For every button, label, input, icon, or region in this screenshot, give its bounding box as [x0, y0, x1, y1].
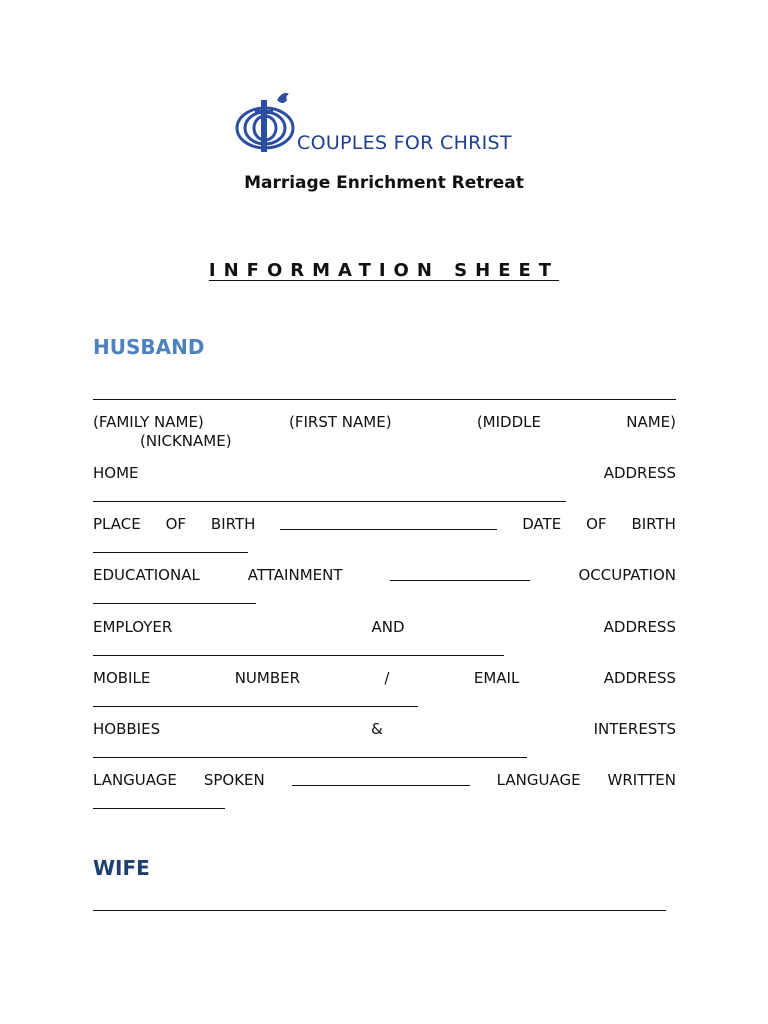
attainment-label: ATTAINMENT [247, 566, 343, 584]
date-label: DATE [522, 515, 562, 533]
birth-label: BIRTH [210, 515, 256, 533]
husband-name-labels [93, 413, 676, 431]
language-label: LANGUAGE [93, 771, 177, 789]
contact-row [93, 669, 676, 687]
address-label: ADDRESS [603, 618, 676, 636]
place-label: PLACE [93, 515, 141, 533]
ampersand-label: & [371, 720, 383, 738]
address-label: ADDRESS [603, 464, 676, 482]
date-of-birth-blank[interactable] [93, 552, 248, 553]
home-address-row [93, 464, 676, 482]
page-title-text: INFORMATION SHEET [208, 260, 560, 281]
employer-row [93, 618, 676, 636]
language-written-blank[interactable] [93, 808, 225, 809]
spoken-label: SPOKEN [203, 771, 265, 789]
husband-name-blank[interactable] [93, 399, 676, 400]
employer-label: EMPLOYER [93, 618, 173, 636]
of-label: OF [586, 515, 607, 533]
occupation-blank[interactable] [93, 603, 256, 604]
language-label: LANGUAGE [496, 771, 581, 789]
mobile-label: MOBILE [93, 669, 151, 687]
home-label: HOME [93, 464, 139, 482]
slash-label: / [384, 669, 390, 687]
wife-section-title: WIFE [93, 856, 150, 880]
educational-attainment-blank[interactable] [390, 579, 530, 581]
educational-label: EDUCATIONAL [93, 566, 200, 584]
name-label: NAME) [626, 413, 676, 431]
written-label: WRITTEN [607, 771, 676, 789]
employer-address-blank[interactable] [93, 655, 504, 656]
birth-label: BIRTH [631, 515, 676, 533]
couples-for-christ-logo-icon [233, 86, 297, 154]
wife-name-blank[interactable] [93, 910, 666, 911]
nickname-label: (NICKNAME) [140, 432, 232, 450]
occupation-label: OCCUPATION [578, 566, 676, 584]
hobbies-interests-blank[interactable] [93, 757, 527, 758]
hobbies-label: HOBBIES [93, 720, 161, 738]
language-spoken-blank[interactable] [292, 784, 470, 786]
husband-section-title: HUSBAND [93, 335, 205, 359]
and-label: AND [371, 618, 405, 636]
page-title [0, 260, 768, 281]
middle-label: (MIDDLE [476, 413, 541, 431]
language-row [93, 771, 676, 789]
education-row [93, 566, 676, 584]
address-label: ADDRESS [603, 669, 676, 687]
interests-label: INTERESTS [593, 720, 676, 738]
number-label: NUMBER [234, 669, 301, 687]
mobile-email-blank[interactable] [93, 706, 418, 707]
first-name-label: (FIRST NAME) [289, 413, 392, 431]
of-label: OF [165, 515, 187, 533]
family-name-label: (FAMILY NAME) [93, 413, 204, 431]
birth-row [93, 515, 676, 533]
place-of-birth-blank[interactable] [280, 528, 497, 530]
home-address-blank[interactable] [93, 501, 566, 502]
retreat-subtitle: Marriage Enrichment Retreat [244, 173, 524, 193]
hobbies-row [93, 720, 676, 738]
organization-name: COUPLES FOR CHRIST [297, 132, 512, 154]
email-label: EMAIL [473, 669, 520, 687]
